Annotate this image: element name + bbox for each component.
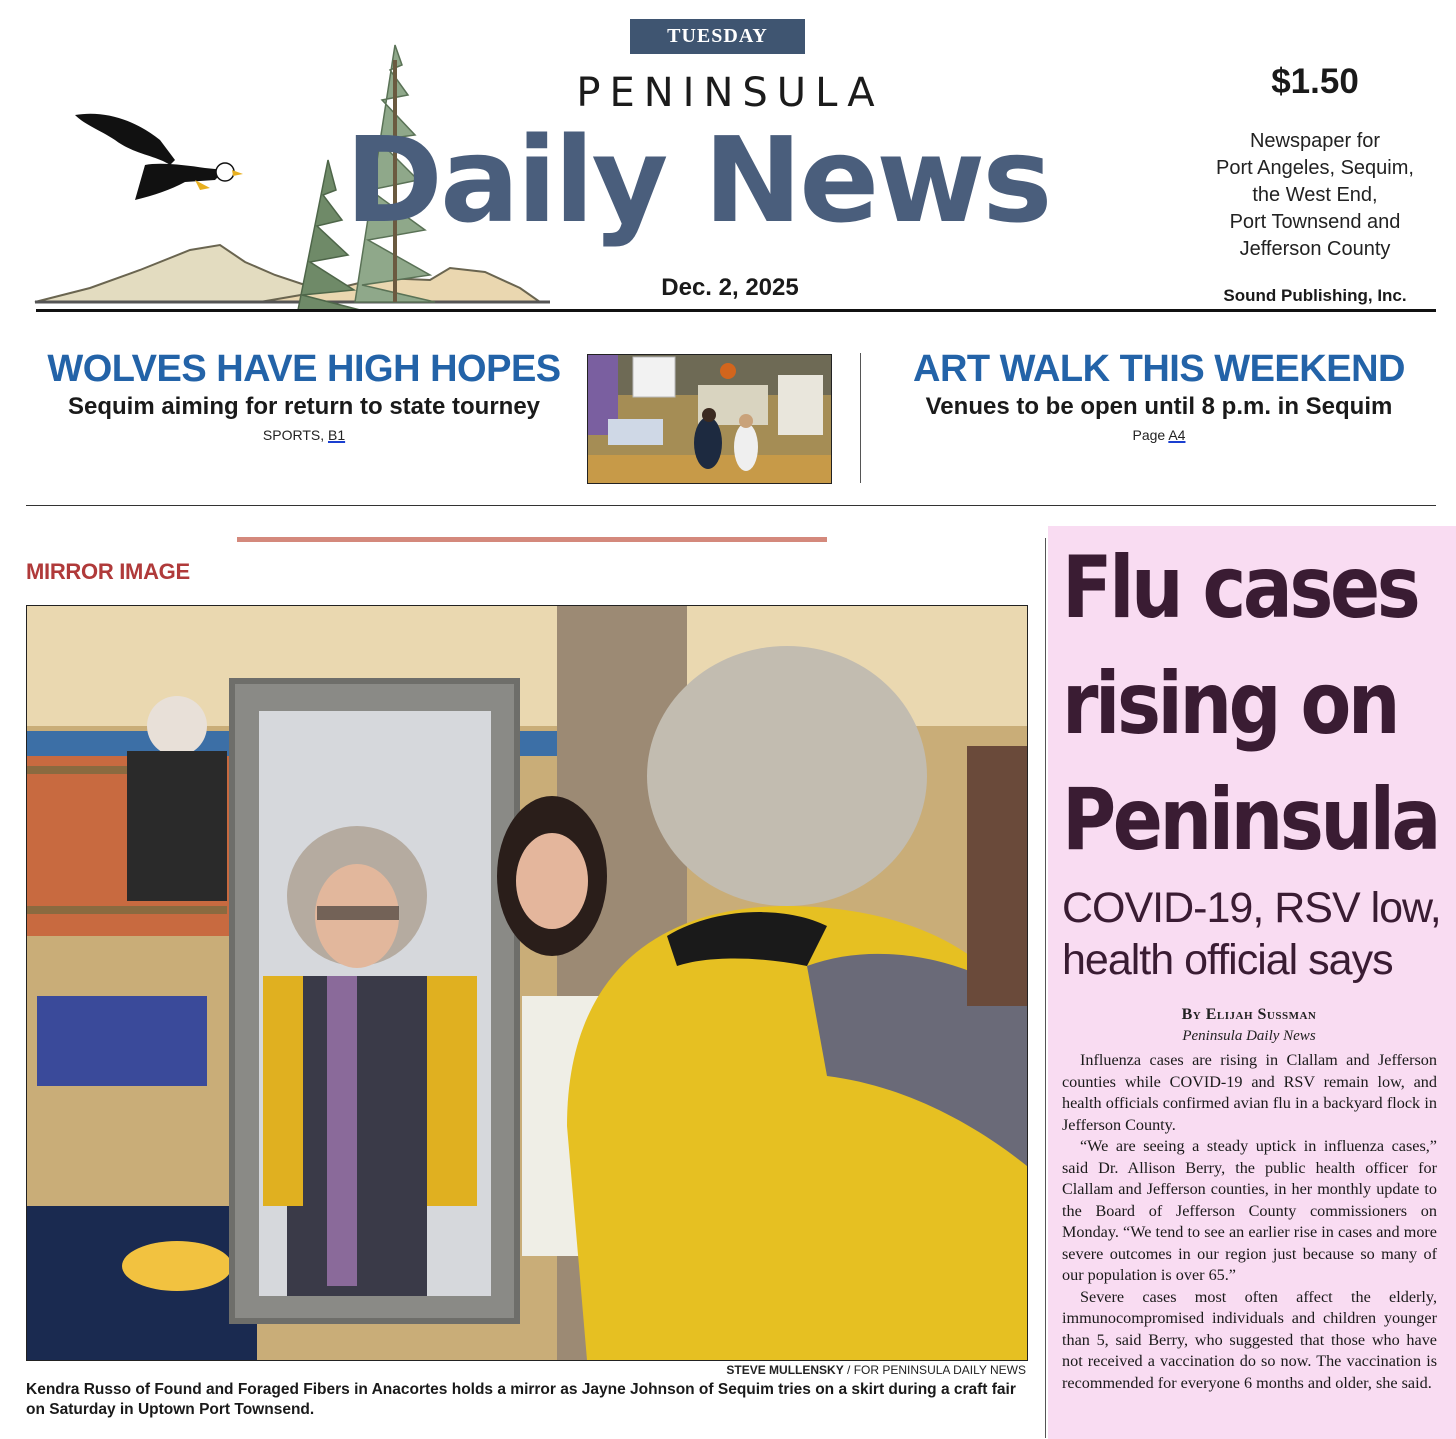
headline-line: Flu cases (1062, 538, 1418, 638)
deck-line: COVID-19, RSV low, (1062, 884, 1441, 932)
byline-org: Peninsula Daily News (1182, 1028, 1316, 1044)
paragraph: Severe cases most often affect the elderly, immunocompromised individuals and children younger than 5, said Berry, who suggested that those who have not received a vaccination do so now. The vaccination is recommended for everyone 6 months and older, she said. (1062, 1287, 1437, 1392)
day-badge: TUESDAY (630, 19, 805, 54)
deck-line: health official says (1062, 936, 1393, 984)
teaser-page-ref (40, 427, 568, 443)
teaser-art-walk[interactable] (895, 348, 1423, 443)
coverage-area (1195, 128, 1435, 263)
photographer-name: STEVE MULLENSKY (726, 1363, 844, 1377)
teaser-subhead: Sequim aiming for return to state tourney (67, 393, 541, 420)
coverage-line: Newspaper for (1249, 130, 1381, 152)
coverage-line: Port Angeles, Sequim, (1216, 157, 1414, 179)
page-ref-link[interactable]: A4 (1168, 427, 1186, 443)
price: $1.50 (1271, 62, 1359, 101)
lead-story-body (1062, 1050, 1437, 1394)
coverage-line: Jefferson County (1239, 238, 1391, 260)
page-ref-prefix: Page (1132, 427, 1169, 443)
lead-headline[interactable] (1062, 530, 1439, 878)
photo-credit (26, 1363, 1026, 1377)
nameplate-main: Daily News (345, 111, 1050, 249)
teaser-headline: ART WALK THIS WEEKEND (913, 348, 1405, 390)
kicker-rule (237, 537, 827, 542)
publisher: Sound Publishing, Inc. (1223, 286, 1407, 305)
headline-line: rising on (1062, 654, 1398, 754)
photo-kicker: MIRROR IMAGE (26, 559, 190, 584)
nameplate-top: PENINSULA (576, 70, 884, 116)
teaser-page-ref (895, 427, 1423, 443)
coverage-line: the West End, (1252, 184, 1378, 206)
basketball-photo-art (588, 355, 831, 483)
section-rule (26, 505, 1436, 506)
teaser-divider (860, 353, 861, 483)
photo-credit-org: / FOR PENINSULA DAILY NEWS (843, 1363, 1026, 1377)
column-rule (1045, 538, 1046, 1438)
page-ref-link[interactable]: B1 (327, 427, 346, 443)
byline: By Elijah Sussman (1181, 1006, 1317, 1023)
paragraph: Influenza cases are rising in Clallam and Jefferson counties while COVID-19 and RSV remain low, and health officials confirmed avian flu in a backyard flock in Jefferson County. (1062, 1051, 1437, 1134)
headline-line: Peninsula (1062, 770, 1439, 870)
teaser-subhead: Venues to be open until 8 p.m. in Sequim (925, 393, 1393, 420)
masthead-rule (36, 309, 1436, 312)
page-ref-prefix: SPORTS, (262, 427, 328, 443)
paragraph: “We are seeing a steady uptick in influenza cases,” said Dr. Allison Berry, the public health officer for Clallam and Jefferson counties, in her monthly update to the Board of Jefferson County commissioners on Monday. “We tend to see an earlier rise in cases and more severe outcomes in our region just because so many of our population is over 65.” (1062, 1137, 1437, 1284)
teaser-headline: WOLVES HAVE HIGH HOPES (47, 348, 561, 390)
lead-deck (1062, 882, 1447, 986)
basketball-photo (587, 354, 832, 484)
photo-caption: Kendra Russo of Found and Foraged Fibers in Anacortes holds a mirror as Jayne Johnson of Sequim tries on a skirt during a craft fair on Saturday in Uptown Port Townsend. (26, 1381, 1016, 1418)
mirror-photo (26, 605, 1028, 1361)
mirror-photo-art (27, 606, 1027, 1360)
issue-date: Dec. 2, 2025 (661, 274, 799, 301)
teaser-sports[interactable] (40, 348, 568, 443)
coverage-line: Port Townsend and (1229, 211, 1401, 233)
